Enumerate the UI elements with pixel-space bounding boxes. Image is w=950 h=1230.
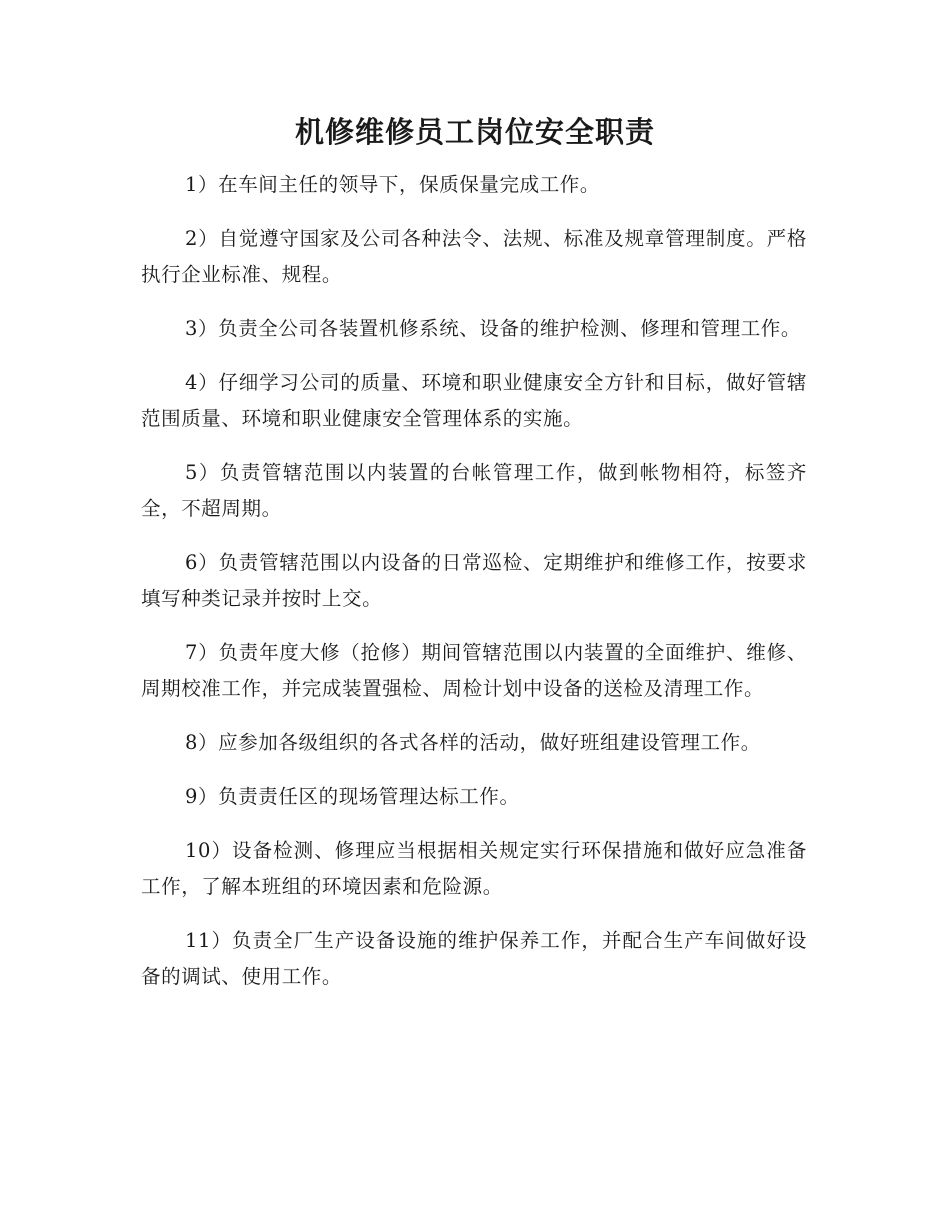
clause-10: 10）设备检测、修理应当根据相关规定实行环保措施和做好应急准备工作，了解本班组的环境因素和危险源。	[141, 839, 807, 898]
clause-list	[141, 167, 807, 1013]
clause-7: 7）负责年度大修（抢修）期间管辖范围以内装置的全面维护、维修、周期校准工作，并完成装置强检、周检计划中设备的送检及清理工作。	[141, 641, 807, 700]
clause-6: 6）负责管辖范围以内设备的日常巡检、定期维护和维修工作，按要求填写种类记录并按时上交。	[141, 551, 807, 610]
clause-8: 8）应参加各级组织的各式各样的活动，做好班组建设管理工作。	[185, 731, 761, 754]
clause-11: 11）负责全厂生产设备设施的维护保养工作，并配合生产车间做好设备的调试、使用工作。	[141, 929, 807, 988]
clause-5: 5）负责管辖范围以内装置的台帐管理工作，做到帐物相符，标签齐全，不超周期。	[141, 461, 807, 520]
document-title: 机修维修员工岗位安全职责	[294, 115, 655, 149]
clause-3: 3）负责全公司各装置机修系统、设备的维护检测、修理和管理工作。	[185, 317, 802, 340]
clause-9: 9）负责责任区的现场管理达标工作。	[185, 785, 520, 808]
clause-1: 1）在车间主任的领导下，保质保量完成工作。	[185, 173, 601, 196]
clause-4: 4）仔细学习公司的质量、环境和职业健康安全方针和目标，做好管辖范围质量、环境和职业健康安全管理体系的实施。	[141, 371, 807, 430]
clause-2: 2）自觉遵守国家及公司各种法令、法规、标准及规章管理制度。严格执行企业标准、规程。	[141, 227, 807, 286]
